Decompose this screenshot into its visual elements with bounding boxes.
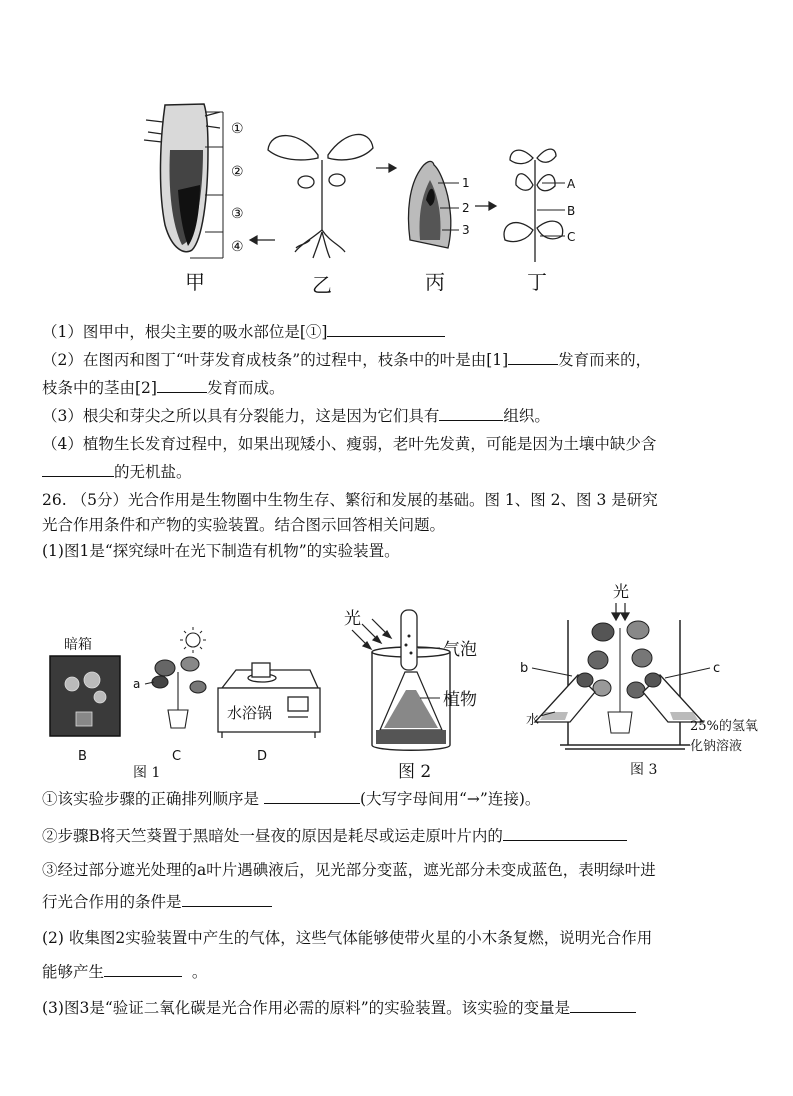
bud-diagram xyxy=(408,161,496,294)
step-D-label: D xyxy=(257,749,268,764)
answer-blank-2[interactable] xyxy=(508,350,558,365)
answer-blank-7[interactable] xyxy=(503,826,627,841)
q26-s1a-post-text: (大写字母间用“→”连接)。 xyxy=(359,790,541,808)
q26-s1a-pre-text: ①该实验步骤的正确排列顺序是 xyxy=(42,790,260,808)
step-B-label: B xyxy=(78,749,87,764)
test-tube xyxy=(401,610,417,670)
q26-line-1b xyxy=(42,826,627,846)
q26-s1b-text: ②步骤B将天竺葵置于黑暗处一昼夜的原因是耗尽或运走原叶片内的 xyxy=(42,827,503,845)
step-C-label: C xyxy=(172,749,182,764)
plant-label: 植物 xyxy=(443,690,477,710)
q26-intro2-text: 光合作用条件和产物的实验装置。结合图示回答相关问题。 xyxy=(42,516,446,534)
naoh-label-2: 化钠溶液 xyxy=(690,739,743,754)
q26-intro-2 xyxy=(42,515,445,535)
fig3-caption: 图 3 xyxy=(630,762,658,778)
flask-c-label: c xyxy=(713,661,721,676)
q25-line-1 xyxy=(42,322,445,342)
stage-label-bing: 丙 xyxy=(425,270,445,294)
light-label-fig2: 光 xyxy=(344,609,361,629)
bubble-label: 气泡 xyxy=(443,640,477,660)
q25-line-5 xyxy=(42,434,656,454)
figure-1 xyxy=(50,627,320,781)
q25-p2d-text: 发育而成。 xyxy=(206,379,285,397)
seedling-diagram xyxy=(268,134,373,297)
q26-s1-text: (1)图1是“探究绿叶在光下制造有机物”的实验装置。 xyxy=(42,542,400,560)
answer-blank-10[interactable] xyxy=(570,998,636,1013)
branch-diagram xyxy=(504,149,576,294)
q25-p3b-text: 组织。 xyxy=(503,407,550,425)
branch-label-B: B xyxy=(567,204,576,218)
answer-blank-6[interactable] xyxy=(264,789,360,804)
water-bath xyxy=(218,663,320,738)
answer-blank-4[interactable] xyxy=(439,406,503,421)
root-label-1: ① xyxy=(231,121,244,137)
q26-s2a-text: (2) 收集图2实验装置中产生的气体，这些气体能够使带火星的小木条复燃，说明光合作用 xyxy=(42,929,653,947)
q26-s2b-text: 能够产生 xyxy=(42,963,105,981)
water-label: 水 xyxy=(526,713,540,728)
q26-line-1c1 xyxy=(42,860,656,880)
q26-s2c-text: 。 xyxy=(191,963,208,981)
bud-label-1: 1 xyxy=(462,176,470,190)
q25-line-3 xyxy=(42,378,284,398)
arrow-icon xyxy=(376,164,396,172)
q26-s1c1-text: ③经过部分遮光处理的a叶片遇碘液后，见光部分变蓝，遮光部分未变成蓝色，表明绿叶进 xyxy=(42,861,656,879)
figure-3 xyxy=(520,582,758,778)
light-label-fig3: 光 xyxy=(613,582,630,601)
answer-blank-9[interactable] xyxy=(104,962,182,977)
dark-box-label: 暗箱 xyxy=(64,637,92,653)
stage-label-ding: 丁 xyxy=(527,270,547,294)
flask-b-label: b xyxy=(520,661,529,676)
naoh-label-1: 25%的氢氧 xyxy=(690,719,758,734)
q26-line-2b xyxy=(42,962,207,982)
q26-intro1-text: 26. （5分）光合作用是生物圈中生物生存、繁衍和发展的基础。图 1、图 2、图 3 是研究 xyxy=(42,491,658,509)
q26-line-1c2 xyxy=(42,892,272,912)
q26-line-2a xyxy=(42,928,652,948)
bud-label-3: 3 xyxy=(462,223,470,237)
answer-blank-1[interactable] xyxy=(327,322,445,337)
q25-p1-text: （1）图甲中，根尖主要的吸水部位是[①] xyxy=(42,323,328,341)
q25-p2a-text: （2）在图丙和图丁“叶芽发育成枝条”的过程中，枝条中的叶是由[1] xyxy=(42,351,509,369)
figure-2 xyxy=(344,609,477,782)
water-bath-label: 水浴锅 xyxy=(227,704,273,722)
answer-blank-3[interactable] xyxy=(157,378,207,393)
root-tip-diagram xyxy=(144,104,275,294)
q26-s1c2-text: 行光合作用的条件是 xyxy=(42,893,182,911)
answer-blank-8[interactable] xyxy=(182,892,272,907)
q25-p3a-text: （3）根尖和芽尖之所以具有分裂能力，这是因为它们具有 xyxy=(42,407,440,425)
q26-s3-text: (3)图3是“验证二氧化碳是光合作用必需的原料”的实验装置。该实验的变量是 xyxy=(42,999,571,1017)
q25-line-2 xyxy=(42,350,651,370)
q26-line-1a xyxy=(42,789,540,809)
q25-p4a-text: （4）植物生长发育过程中，如果出现矮小、瘦弱，老叶先发黄，可能是因为土壤中缺少含 xyxy=(42,435,657,453)
root-label-3: ③ xyxy=(231,206,244,222)
leaf-a-label: a xyxy=(133,677,141,691)
q26-sub-1 xyxy=(42,541,400,561)
bud-label-2: 2 xyxy=(462,201,470,215)
q25-p2c-text: 枝条中的茎由[2] xyxy=(42,379,157,397)
fig2-caption: 图 2 xyxy=(398,762,432,782)
q25-line-4 xyxy=(42,406,550,426)
branch-label-C: C xyxy=(567,230,576,244)
q26-intro-1 xyxy=(42,490,658,510)
answer-blank-5[interactable] xyxy=(42,462,114,477)
q26-line-3 xyxy=(42,998,636,1018)
root-label-4: ④ xyxy=(231,239,244,255)
q25-p2b-text: 发育而来的， xyxy=(558,351,652,369)
fig1-caption: 图 1 xyxy=(133,765,161,781)
stage-label-jia: 甲 xyxy=(185,270,205,294)
q25-line-6 xyxy=(42,462,192,482)
stage-label-yi: 乙 xyxy=(312,273,332,297)
root-label-2: ② xyxy=(231,164,244,180)
q25-p4b-text: 的无机盐。 xyxy=(114,463,192,481)
branch-label-A: A xyxy=(567,177,576,191)
